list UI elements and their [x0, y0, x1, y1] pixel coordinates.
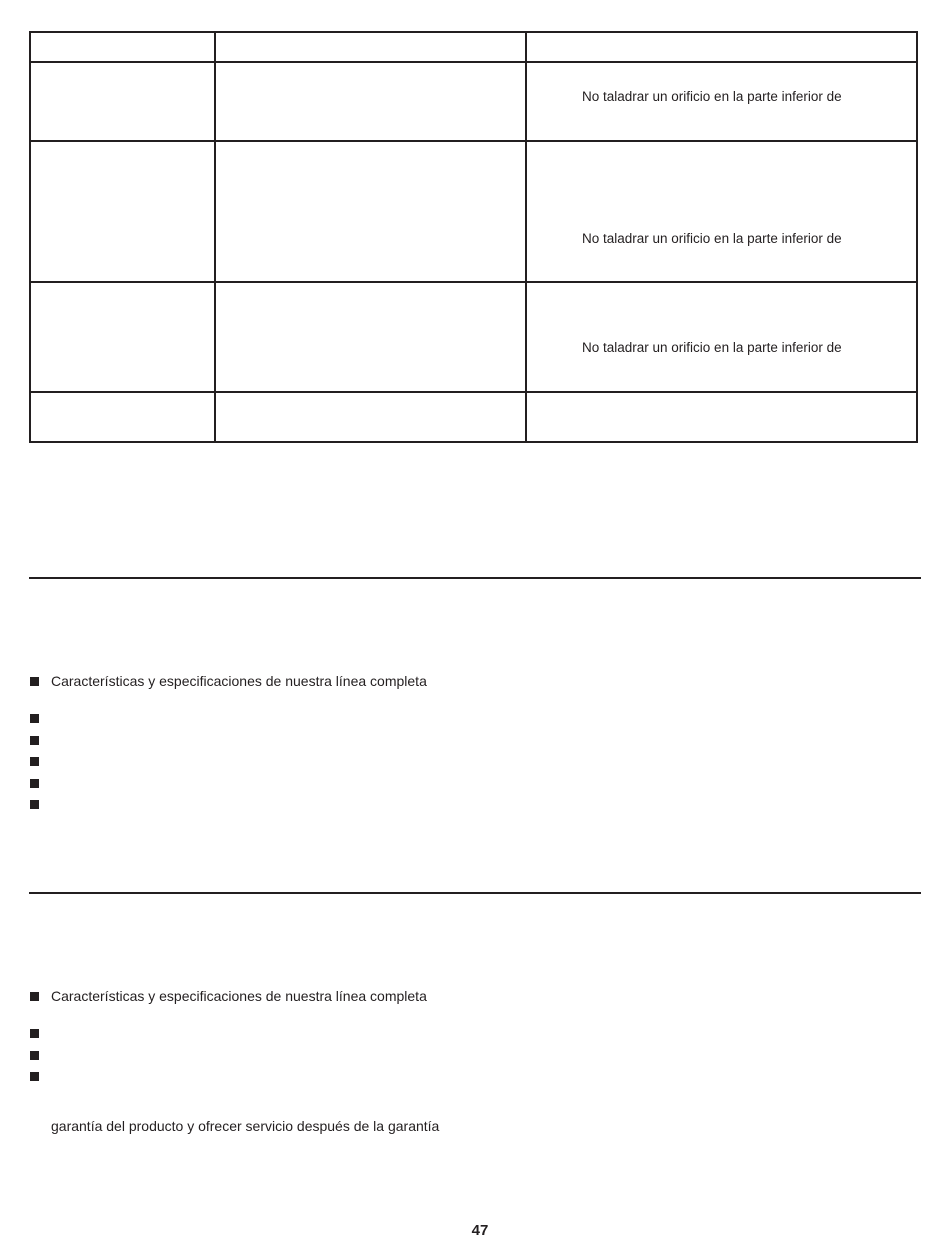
section-divider [29, 577, 921, 579]
bullet-square-icon [30, 736, 39, 745]
table-row-divider [29, 61, 918, 63]
table-border-bottom [29, 441, 918, 443]
table-row-divider [29, 281, 918, 283]
bullet-square-icon [30, 714, 39, 723]
list-item: Características y especificaciones de nuestra línea completa [51, 988, 427, 1004]
table-border-top [29, 31, 918, 33]
table-border-right [916, 31, 918, 443]
bullet-square-icon [30, 1029, 39, 1038]
bullet-square-icon [30, 800, 39, 809]
table-cell-remedy: No taladrar un orificio en la parte inferior de [582, 89, 842, 104]
bullet-square-icon [30, 677, 39, 686]
warranty-text: garantía del producto y ofrecer servicio después de la garantía [51, 1118, 440, 1134]
bullet-square-icon [30, 992, 39, 1001]
bullet-square-icon [30, 779, 39, 788]
table-cell-remedy: No taladrar un orificio en la parte inferior de [582, 340, 842, 355]
table-row-divider [29, 140, 918, 142]
table-row-divider [29, 391, 918, 393]
list-item: Características y especificaciones de nuestra línea completa [51, 673, 427, 689]
section-divider [29, 892, 921, 894]
table-border-left [29, 31, 31, 443]
bullet-square-icon [30, 1051, 39, 1060]
table-column-divider [214, 31, 216, 443]
bullet-square-icon [30, 757, 39, 766]
table-column-divider [525, 31, 527, 443]
table-cell-remedy: No taladrar un orificio en la parte inferior de [582, 231, 842, 246]
bullet-square-icon [30, 1072, 39, 1081]
page-number: 47 [471, 1222, 489, 1239]
